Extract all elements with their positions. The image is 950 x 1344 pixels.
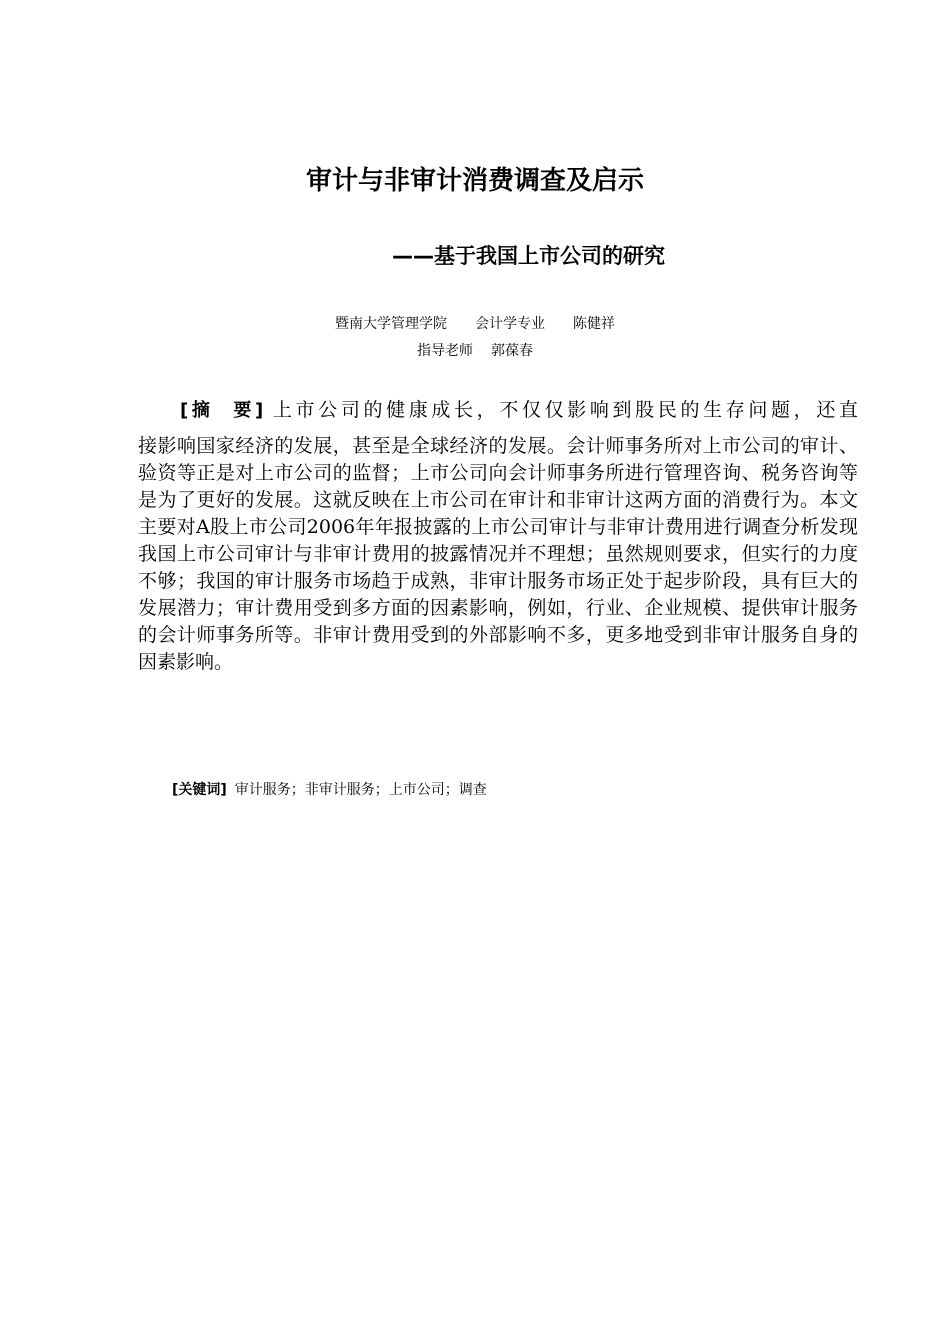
advisor-name: 郭葆春 — [491, 343, 533, 359]
advisor-label: 指导老师 — [417, 343, 473, 359]
paper-title: 审计与非审计消费调查及启示 — [305, 166, 644, 196]
advisor-line — [0, 340, 950, 360]
abstract-label: [摘 要] — [180, 400, 264, 421]
author-affiliation-line — [0, 313, 950, 333]
abstract-section — [138, 397, 858, 676]
paper-subtitle: ——基于我国上市公司的研究 — [392, 244, 665, 268]
abstract-first-text: 上市公司的健康成长，不仅仅影响到股民的生存问题，还直 — [272, 399, 858, 421]
major-name: 会计学专业 — [475, 316, 545, 332]
abstract-body: 接影响国家经济的发展，甚至是全球经济的发展。会计师事务所对上市公司的审计、验资等正是对上市公司的监督；上市公司向会计师事务所进行管理咨询、税务咨询等是为了更好的发展。这就反映在上市公司在审计和非审计这两方面的消费行为。本文主要对A股上市公司2006年年报披露的上市公司审计与非审计费用进行调查分析发现我国上市公司审计与非审计费用的披露情况并不理想；虽然规则要求，但实行的力度不够；我国的审计服务市场趋于成熟，非审计服务市场正处于起步阶段，具有巨大的发展潜力；审计费用受到多方面的因素影响，例如，行业、企业规模、提供审计服务的会计师事务所等。非审计费用受到的外部影响不多，更多地受到非审计服务自身的因素影响。 — [138, 435, 858, 673]
keywords-line — [172, 779, 487, 799]
keywords-text: 审计服务；非审计服务；上市公司；调查 — [234, 782, 487, 798]
keywords-label: [关键词] — [172, 782, 227, 798]
author-name: 陈健祥 — [573, 316, 615, 332]
school-name: 暨南大学管理学院 — [335, 316, 447, 332]
abstract-first-line — [138, 397, 858, 424]
